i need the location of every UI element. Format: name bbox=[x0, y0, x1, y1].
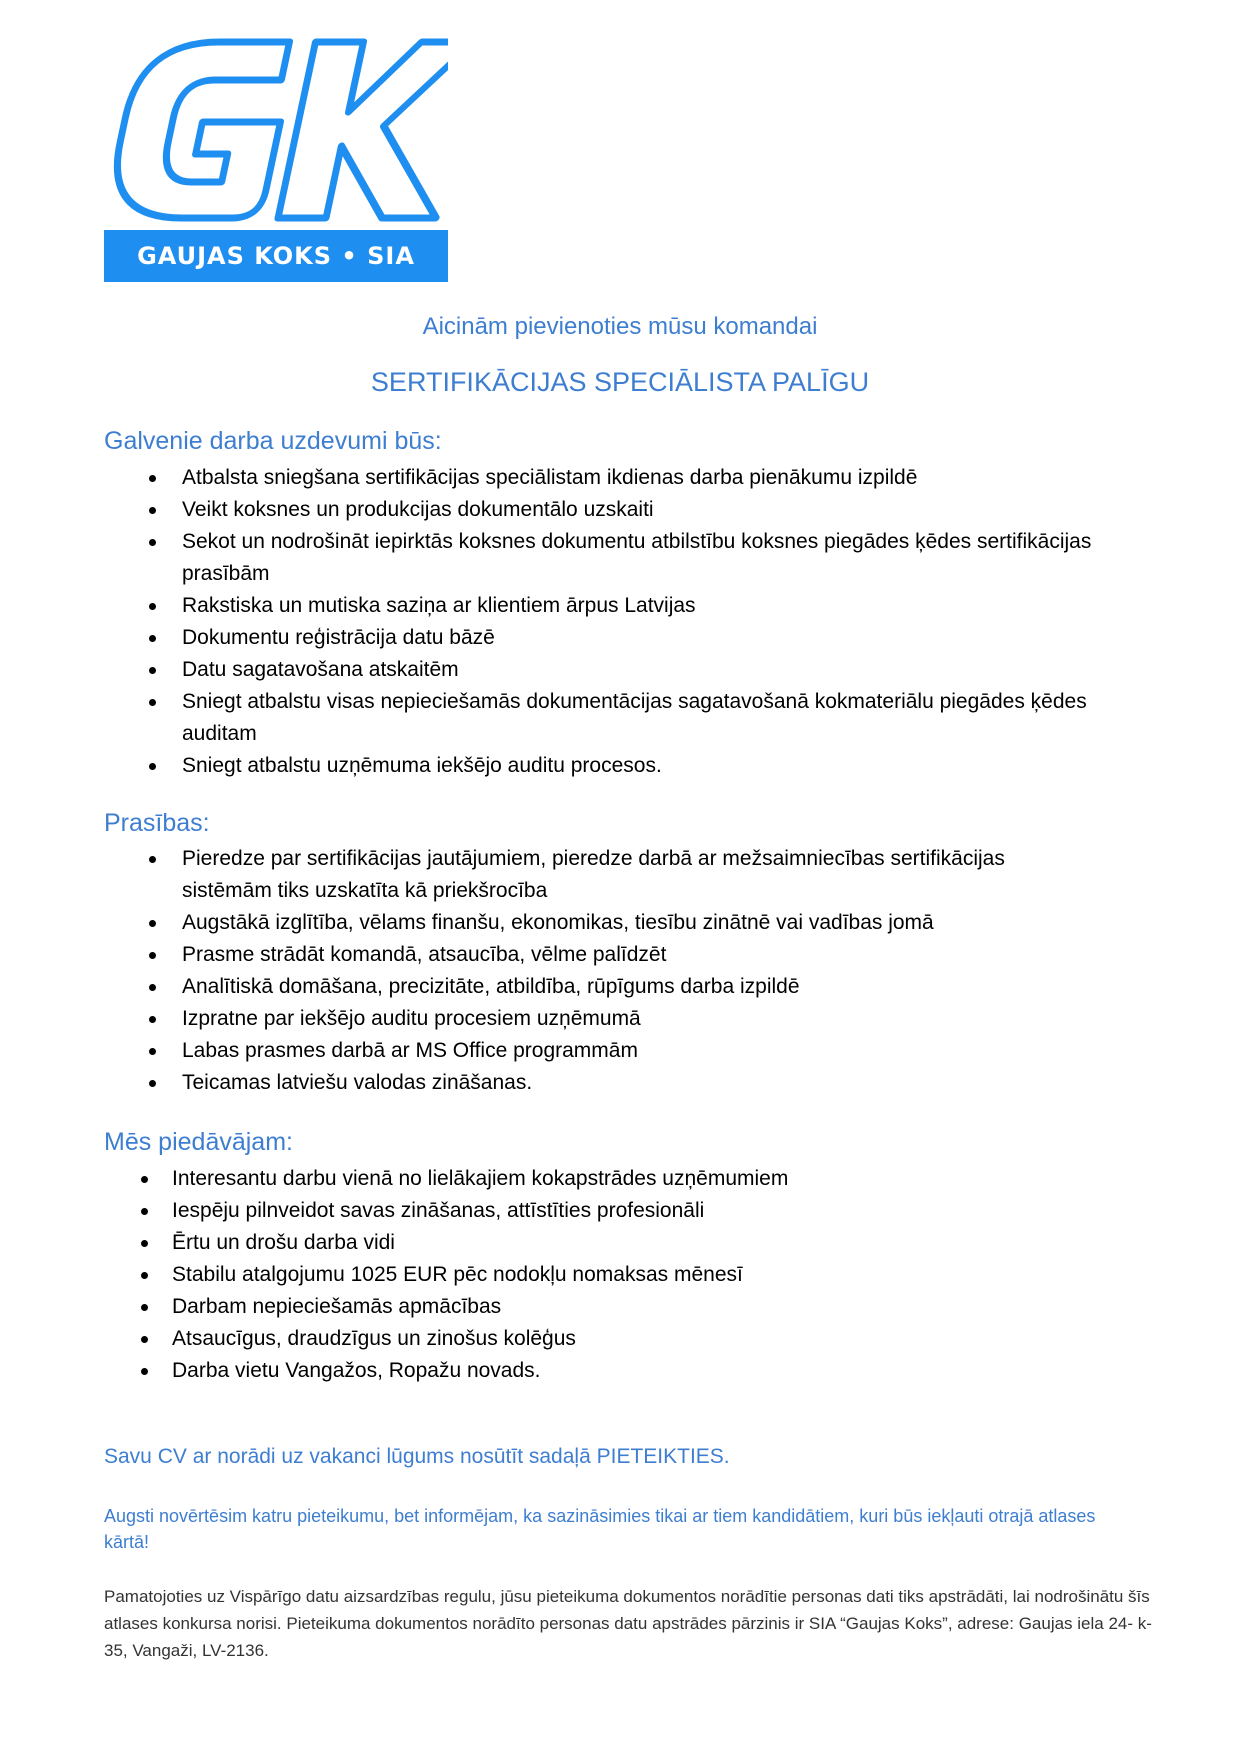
list-item bbox=[96, 1355, 1086, 1387]
position-title: SERTIFIKĀCIJAS SPECIĀLISTA PALĪGU bbox=[370, 367, 870, 397]
duties-list bbox=[104, 462, 1094, 782]
list-item bbox=[104, 462, 1094, 494]
list-item bbox=[96, 1163, 1086, 1195]
list-item-text: Atbalsta sniegšana sertifikācijas speciālistam ikdienas darba pienākumu izpildē bbox=[182, 466, 918, 489]
list-item bbox=[96, 1291, 1086, 1323]
invite-heading: Aicinām pievienoties mūsu komandai bbox=[422, 313, 818, 340]
company-logo bbox=[104, 30, 448, 282]
list-item-text: Dokumentu reģistrācija datu bāzē bbox=[182, 626, 495, 649]
contact-note: Augsti novērtēsim katru pieteikumu, bet informējam, ka sazināsimies tikai ar tiem kandidātiem, kuri būs iekļauti otrajā atlases kārtā! bbox=[104, 1506, 1096, 1552]
list-item-text: Darba vietu Vangažos, Ropažu novads. bbox=[172, 1359, 541, 1382]
requirements-title: Prasības: bbox=[104, 809, 210, 837]
list-item bbox=[96, 1259, 1086, 1291]
list-item-text: Ērtu un drošu darba vidi bbox=[172, 1231, 395, 1254]
list-item bbox=[96, 1227, 1086, 1259]
list-item bbox=[104, 907, 1094, 939]
list-item bbox=[104, 686, 1094, 750]
duties-title: Galvenie darba uzdevumi būs: bbox=[104, 427, 442, 455]
list-item bbox=[104, 971, 1094, 1003]
gdpr-notice: Pamatojoties uz Vispārīgo datu aizsardzības regulu, jūsu pieteikuma dokumentos norādītie personas dati tiks apstrādāti, lai nodrošinātu šīs atlases konkursa norisi. Pieteikuma dokumentos norādīto personas datu apstrādes pārzinis ir SIA “Gaujas Koks”, adrese: Gaujas iela 24- k-35, Vangaži, LV-2136. bbox=[104, 1587, 1152, 1660]
requirements-list bbox=[104, 843, 1094, 1099]
list-item-text: Sniegt atbalstu visas nepieciešamās dokumentācijas sagatavošanā kokmateriālu piegādes ķēdes auditam bbox=[182, 690, 1087, 745]
offer-list bbox=[96, 1163, 1086, 1387]
list-item bbox=[104, 750, 1094, 782]
list-item-text: Datu sagatavošana atskaitēm bbox=[182, 658, 459, 681]
list-item-text: Augstākā izglītība, vēlams finanšu, ekonomikas, tiesību zinātnē vai vadības jomā bbox=[182, 911, 934, 934]
offer-title: Mēs piedāvājam: bbox=[104, 1128, 293, 1156]
list-item-text: Veikt koksnes un produkcijas dokumentālo uzskaiti bbox=[182, 498, 654, 521]
logo-company-name: GAUJAS KOKS • SIA bbox=[104, 230, 448, 282]
list-item bbox=[104, 843, 1094, 907]
list-item bbox=[104, 526, 1094, 590]
list-item bbox=[104, 654, 1094, 686]
list-item-text: Labas prasmes darbā ar MS Office programmām bbox=[182, 1039, 638, 1062]
list-item bbox=[104, 1035, 1094, 1067]
list-item-text: Iespēju pilnveidot savas zināšanas, attīstīties profesionāli bbox=[172, 1199, 705, 1222]
list-item bbox=[104, 1003, 1094, 1035]
list-item bbox=[104, 1067, 1094, 1099]
list-item-text: Sekot un nodrošināt iepirktās koksnes dokumentu atbilstību koksnes piegādes ķēdes sertifikācijas prasībām bbox=[182, 530, 1092, 585]
list-item-text: Pieredze par sertifikācijas jautājumiem, pieredze darbā ar mežsaimniecības sertifikācijas sistēmām tiks uzskatīta kā priekšrocība bbox=[182, 847, 1005, 902]
list-item bbox=[96, 1195, 1086, 1227]
list-item-text: Prasme strādāt komandā, atsaucība, vēlme palīdzēt bbox=[182, 943, 667, 966]
list-item-text: Atsaucīgus, draudzīgus un zinošus kolēģus bbox=[172, 1327, 576, 1350]
apply-note: Savu CV ar norādi uz vakanci lūgums nosūtīt sadaļā PIETEIKTIES. bbox=[104, 1445, 730, 1468]
list-item bbox=[104, 939, 1094, 971]
list-item bbox=[104, 494, 1094, 526]
list-item-text: Teicamas latviešu valodas zināšanas. bbox=[182, 1071, 533, 1094]
list-item-text: Stabilu atalgojumu 1025 EUR pēc nodokļu nomaksas mēnesī bbox=[172, 1263, 743, 1286]
list-item-text: Analītiskā domāšana, precizitāte, atbildība, rūpīgums darba izpildē bbox=[182, 975, 800, 998]
list-item bbox=[104, 590, 1094, 622]
list-item-text: Interesantu darbu vienā no lielākajiem kokapstrādes uzņēmumiem bbox=[172, 1167, 789, 1190]
list-item bbox=[96, 1323, 1086, 1355]
gk-logo-icon bbox=[104, 30, 448, 230]
list-item-text: Darbam nepieciešamās apmācības bbox=[172, 1295, 502, 1318]
list-item-text: Rakstiska un mutiska saziņa ar klientiem ārpus Latvijas bbox=[182, 594, 696, 617]
list-item-text: Izpratne par iekšējo auditu procesiem uzņēmumā bbox=[182, 1007, 641, 1030]
list-item bbox=[104, 622, 1094, 654]
list-item-text: Sniegt atbalstu uzņēmuma iekšējo auditu procesos. bbox=[182, 754, 662, 777]
